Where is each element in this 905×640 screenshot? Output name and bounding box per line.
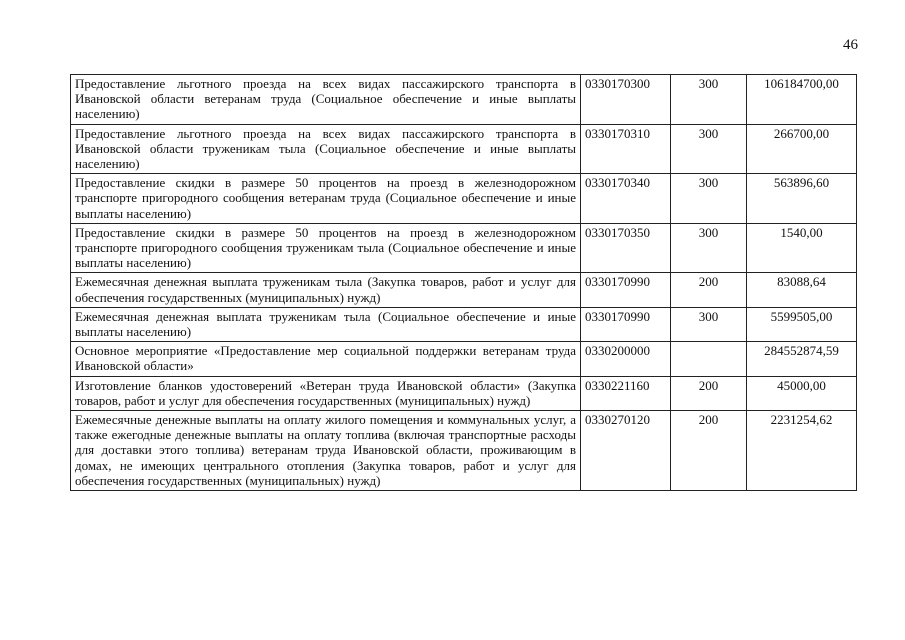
expense-type-code: 200 xyxy=(671,273,747,307)
target-article-code: 0330170350 xyxy=(581,223,671,273)
amount: 106184700,00 xyxy=(747,75,857,125)
table-row xyxy=(71,174,857,224)
expense-name: Ежемесячные денежные выплаты на оплату жилого помещения и коммунальных услуг, а также ежегодные денежные выплаты на оплату топлива (включая транспортные расходы для доставки этого топлива) ветеранам труда Ивановской области, проживающим в домах, не имеющих центрального отопления (Закупка товаров, работ и услуг для обеспечения государственных (муниципальных) нужд) xyxy=(71,411,581,491)
amount: 45000,00 xyxy=(747,376,857,410)
target-article-code: 0330170310 xyxy=(581,124,671,174)
expense-type-code: 300 xyxy=(671,75,747,125)
expense-type-code: 300 xyxy=(671,124,747,174)
table-row xyxy=(71,376,857,410)
expense-name: Предоставление скидки в размере 50 процентов на проезд в железнодорожном транспорте пригородного сообщения труженикам тыла (Социальное обеспечение и иные выплаты населению) xyxy=(71,223,581,273)
budget-table xyxy=(70,74,857,491)
expense-type-code: 300 xyxy=(671,174,747,224)
expense-type-code: 200 xyxy=(671,376,747,410)
table-row xyxy=(71,342,857,376)
table-row xyxy=(71,411,857,491)
expense-name: Предоставление скидки в размере 50 процентов на проезд в железнодорожном транспорте пригородного сообщения ветеранам труда (Социальное обеспечение и иные выплаты населению) xyxy=(71,174,581,224)
expense-name: Основное мероприятие «Предоставление мер социальной поддержки ветеранам труда Ивановской области» xyxy=(71,342,581,376)
target-article-code: 0330170300 xyxy=(581,75,671,125)
table-row xyxy=(71,307,857,341)
target-article-code: 0330221160 xyxy=(581,376,671,410)
amount: 563896,60 xyxy=(747,174,857,224)
target-article-code: 0330170990 xyxy=(581,307,671,341)
expense-type-code: 300 xyxy=(671,307,747,341)
expense-name: Ежемесячная денежная выплата труженикам тыла (Социальное обеспечение и иные выплаты населению) xyxy=(71,307,581,341)
target-article-code: 0330270120 xyxy=(581,411,671,491)
table-row xyxy=(71,223,857,273)
expense-name: Ежемесячная денежная выплата труженикам тыла (Закупка товаров, работ и услуг для обеспечения государственных (муниципальных) нужд) xyxy=(71,273,581,307)
table-row xyxy=(71,124,857,174)
expense-name: Изготовление бланков удостоверений «Ветеран труда Ивановской области» (Закупка товаров, работ и услуг для обеспечения государственных (муниципальных) нужд) xyxy=(71,376,581,410)
target-article-code: 0330200000 xyxy=(581,342,671,376)
target-article-code: 0330170990 xyxy=(581,273,671,307)
table-row xyxy=(71,75,857,125)
amount: 1540,00 xyxy=(747,223,857,273)
amount: 284552874,59 xyxy=(747,342,857,376)
expense-name: Предоставление льготного проезда на всех видах пассажирского транспорта в Ивановской области труженикам тыла (Социальное обеспечение и иные выплаты населению) xyxy=(71,124,581,174)
expense-type-code xyxy=(671,342,747,376)
target-article-code: 0330170340 xyxy=(581,174,671,224)
page-number: 46 xyxy=(843,37,858,53)
expense-name: Предоставление льготного проезда на всех видах пассажирского транспорта в Ивановской области ветеранам труда (Социальное обеспечение и иные выплаты населению) xyxy=(71,75,581,125)
amount: 83088,64 xyxy=(747,273,857,307)
amount: 266700,00 xyxy=(747,124,857,174)
amount: 2231254,62 xyxy=(747,411,857,491)
expense-type-code: 300 xyxy=(671,223,747,273)
expense-type-code: 200 xyxy=(671,411,747,491)
amount: 5599505,00 xyxy=(747,307,857,341)
table-row xyxy=(71,273,857,307)
